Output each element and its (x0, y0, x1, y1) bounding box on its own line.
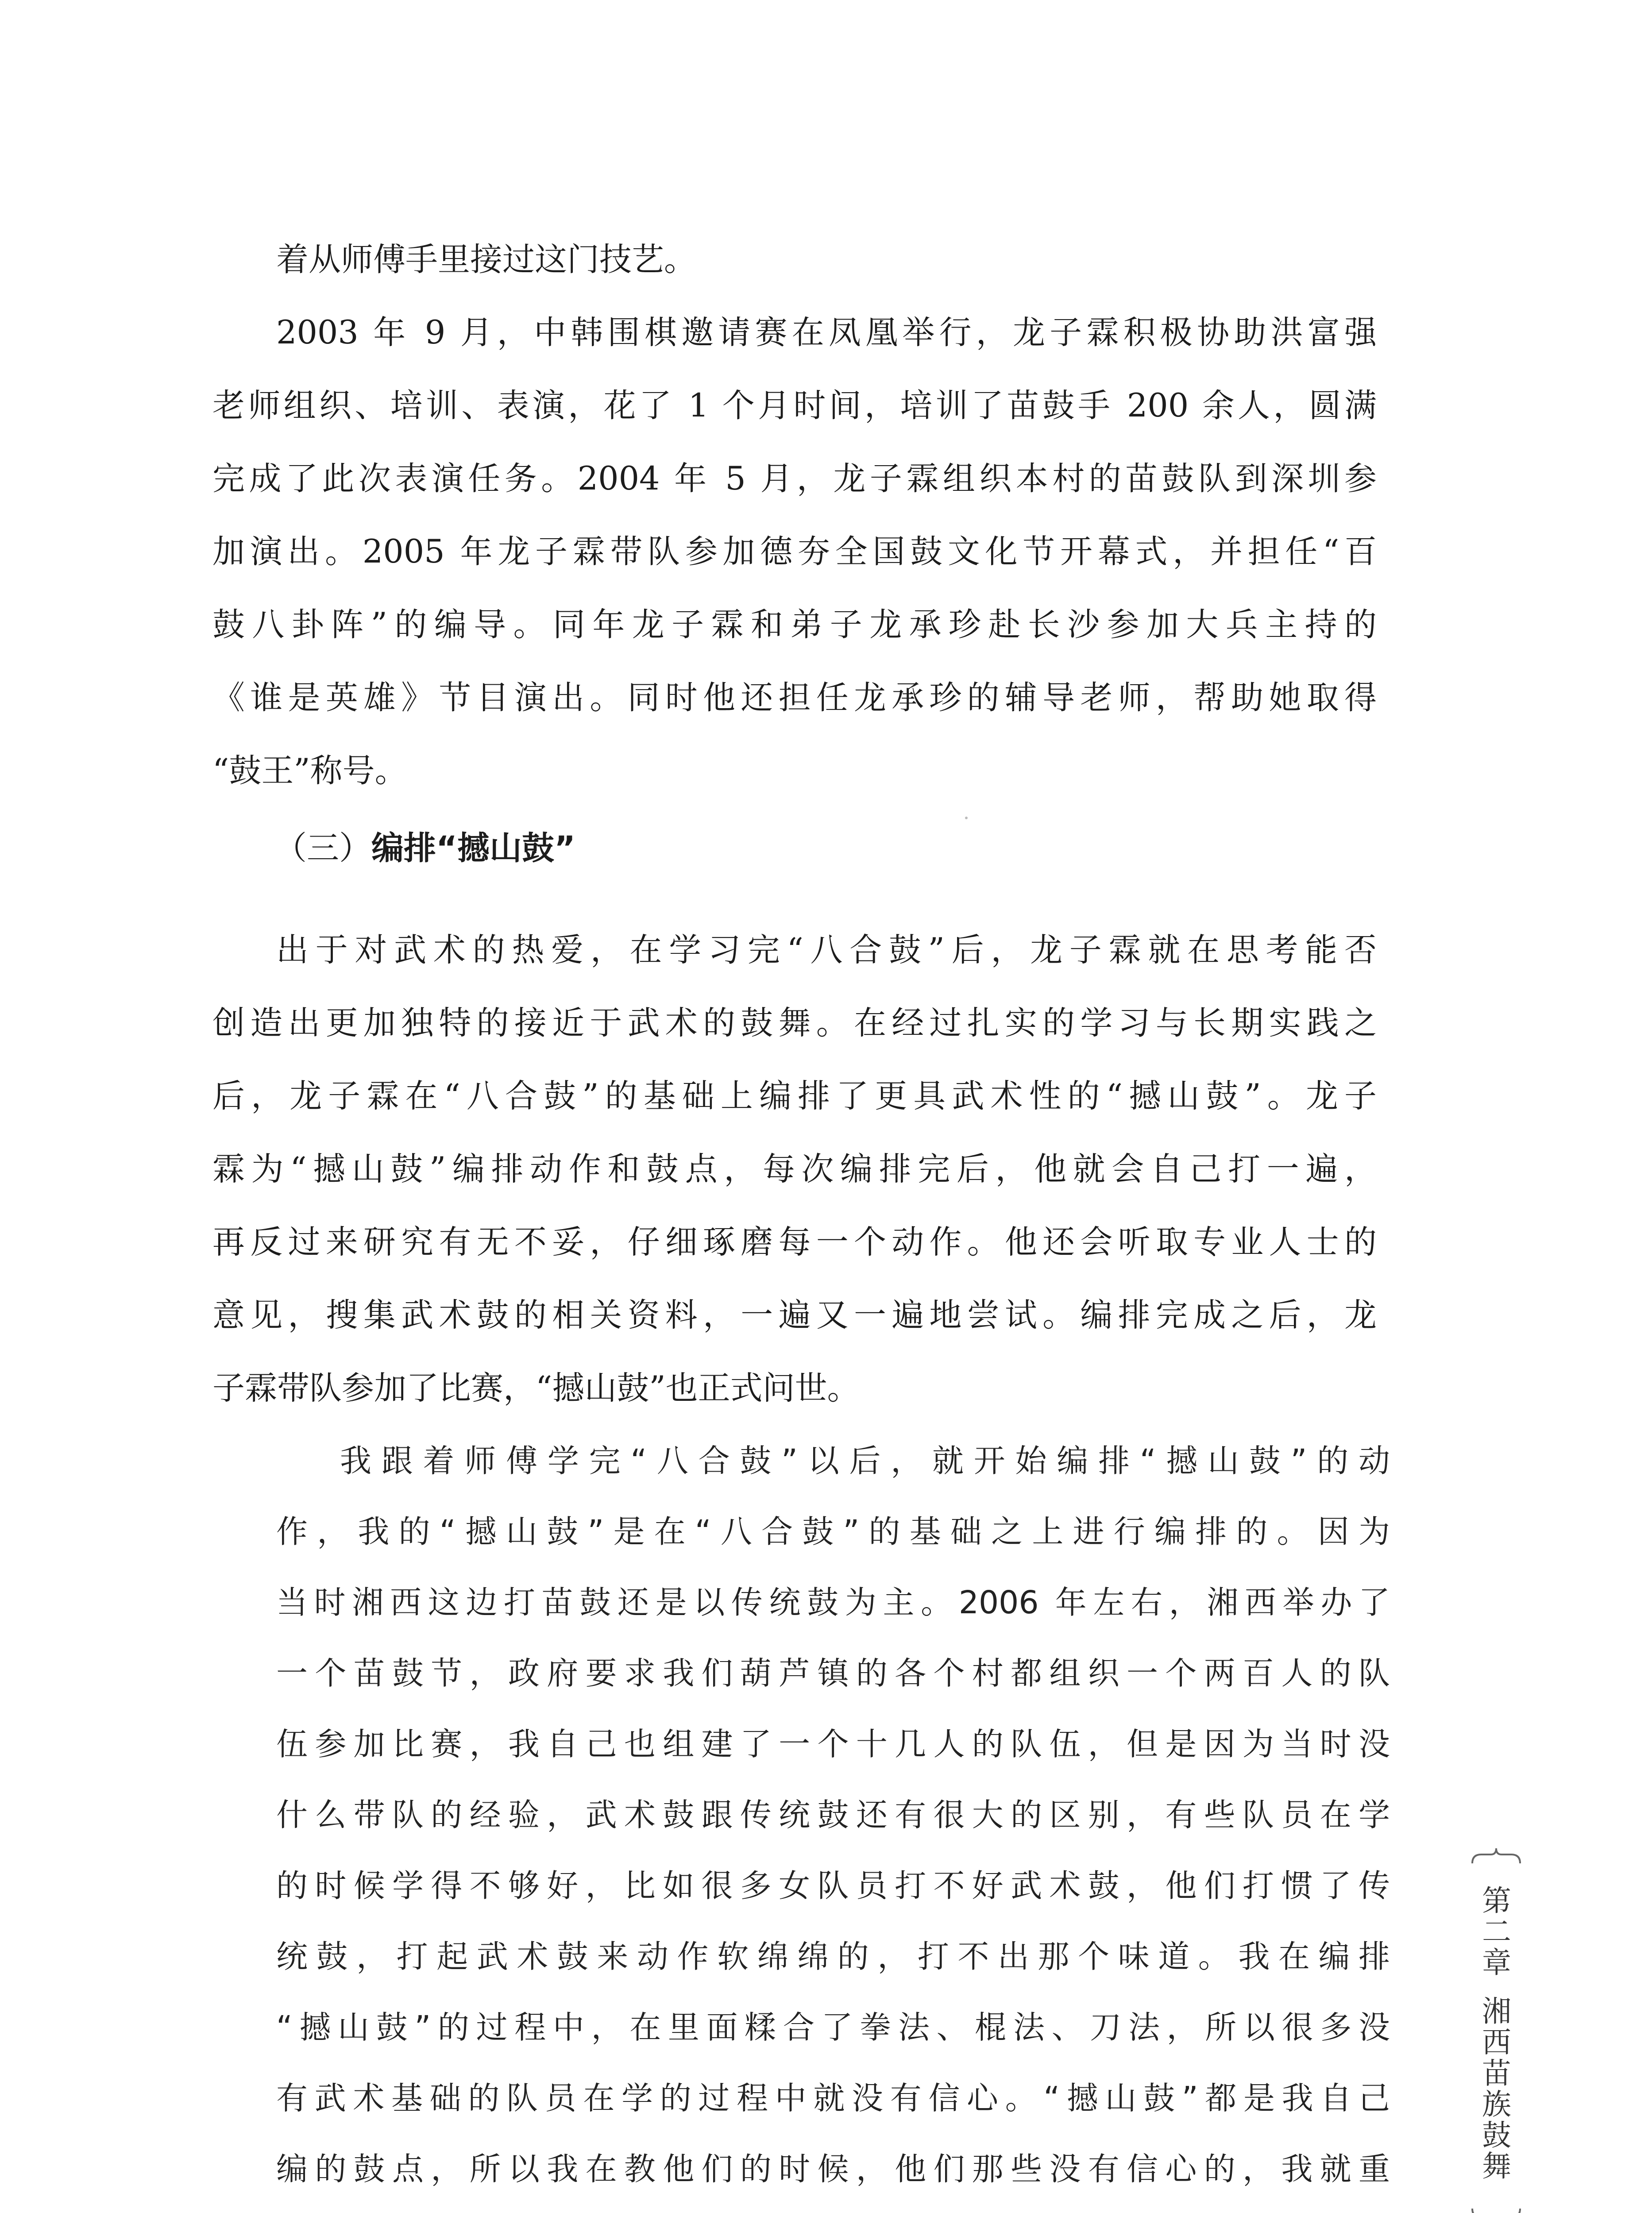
quote-line: 有武术基础的队员在学的过程中就没有信心。“撼山鼓”都是我自己 (276, 2080, 1390, 2117)
quote-line: 的时候学得不够好，比如很多女队员打不好武术鼓，他们打惯了传 (276, 1867, 1390, 1904)
side-title-char: 舞 (1482, 2149, 1511, 2183)
side-title-char: 苗 (1482, 2056, 1511, 2090)
quote-line: 编的鼓点，所以我在教他们的时候，他们那些没有信心的，我就重 (276, 2151, 1390, 2187)
body-line: 加演出。2005 年龙子霖带队参加德夯全国鼓文化节开幕式，并担任“百 (212, 533, 1377, 571)
body-line: 2003 年 9 月，中韩围棋邀请赛在凤凰举行，龙子霖积极协助洪富强 (276, 314, 1377, 351)
side-title-char: 族 (1482, 2087, 1511, 2121)
side-chapter-char: 二 (1482, 1914, 1511, 1949)
quote-line: 什么带队的经验，武术鼓跟传统鼓还有很大的区别，有些队员在学 (276, 1797, 1390, 1833)
body-line: 出于对武术的热爱，在学习完“八合鼓”后，龙子霖就在思考能否 (276, 931, 1377, 969)
quote-line: 一个苗鼓节，政府要求我们葫芦镇的各个村都组织一个两百人的队 (276, 1655, 1390, 1692)
quote-line: 我跟着师傅学完“八合鼓”以后，就开始编排“撼山鼓”的动 (340, 1442, 1390, 1479)
side-title-char: 鼓 (1482, 2118, 1511, 2152)
side-title-char: 湘 (1482, 1994, 1511, 2028)
body-line: 完成了此次表演任务。2004 年 5 月，龙子霖组织本村的苗鼓队到深圳参 (212, 460, 1377, 497)
body-line: 霖为“撼山鼓”编排动作和鼓点，每次编排完后，他就会自己打一遍， (212, 1150, 1377, 1188)
body-line: “鼓王”称号。 (212, 752, 407, 790)
side-tab-gap (1479, 1978, 1514, 1996)
body-line: 鼓八卦阵”的编导。同年龙子霖和弟子龙承珍赴长沙参加大兵主持的 (212, 606, 1377, 644)
side-tab-text (1479, 1885, 1514, 2182)
body-line: 子霖带队参加了比赛，“撼山鼓”也正式问世。 (212, 1369, 860, 1407)
scan-fleck (965, 817, 968, 819)
body-line: 意见，搜集武术鼓的相关资料，一遍又一遍地尝试。编排完成之后，龙 (212, 1296, 1377, 1334)
body-line: 创造出更加独特的接近于武术的鼓舞。在经过扎实的学习与长期实践之 (212, 1004, 1377, 1042)
body-line: 老师组织、培训、表演，花了 1 个月时间，培训了苗鼓手 200 余人，圆满 (212, 387, 1377, 424)
section-heading-title: 编排“撼山鼓” (371, 829, 575, 867)
body-line: 着从师傅手里接过这门技艺。 (276, 241, 696, 278)
quote-line: 伍参加比赛，我自己也组建了一个十几人的队伍，但是因为当时没 (276, 1726, 1390, 1762)
section-heading-number: （三） (274, 829, 371, 867)
section-heading (274, 829, 575, 867)
body-line: 《谁是英雄》节目演出。同时他还担任龙承珍的辅导老师，帮助她取得 (212, 679, 1377, 717)
body-line: 再反过来研究有无不妥，仔细琢磨每一个动作。他还会听取专业人士的 (212, 1223, 1377, 1261)
side-chapter-char: 第 (1482, 1884, 1511, 1918)
body-line: 后，龙子霖在“八合鼓”的基础上编排了更具武术性的“撼山鼓”。龙子 (212, 1077, 1377, 1115)
quote-line: 作，我的“撼山鼓”是在“八合鼓”的基础之上进行编排的。因为 (276, 1513, 1390, 1550)
side-chapter-char: 章 (1482, 1945, 1511, 1980)
side-title-char: 西 (1482, 2025, 1511, 2059)
quote-line: “撼山鼓”的过程中，在里面糅合了拳法、棍法、刀法，所以很多没 (276, 2009, 1390, 2046)
quote-line: 统鼓，打起武术鼓来动作软绵绵的，打不出那个味道。我在编排 (276, 1938, 1390, 1975)
chapter-side-tab (1470, 1846, 1523, 2213)
quote-line: 当时湘西这边打苗鼓还是以传统鼓为主。2006 年左右，湘西举办了 (276, 1584, 1390, 1621)
